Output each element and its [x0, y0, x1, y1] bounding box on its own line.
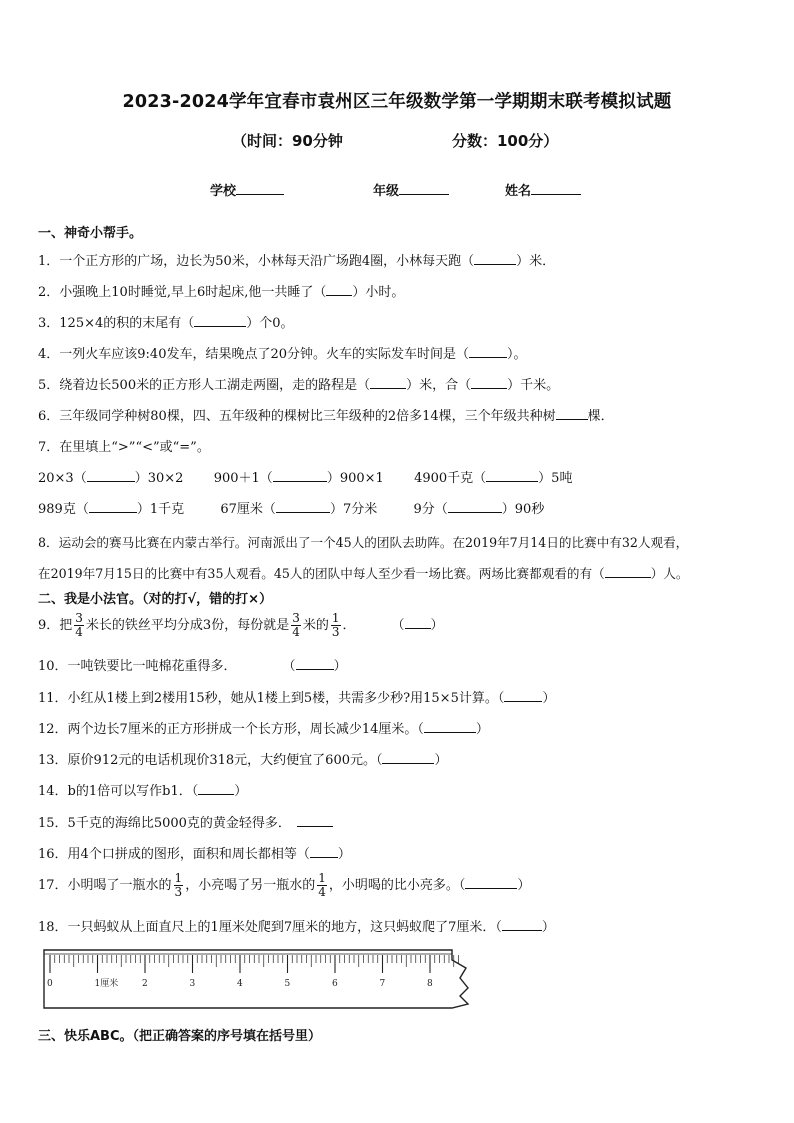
q15-blank[interactable] [297, 826, 333, 827]
question-17 [38, 871, 530, 901]
question-12 [38, 718, 489, 737]
section2-heading: 二、我是小法官。（对的打√，错的打×） [38, 592, 273, 607]
q14-text-b: ） [234, 784, 248, 799]
q8-text-b: ）人。 [650, 566, 689, 581]
ruler-label: 4 [237, 979, 243, 989]
question-3 [38, 312, 294, 331]
question-5 [38, 374, 559, 393]
compare-1-1-blank[interactable] [87, 481, 135, 482]
exam-score: 分数：100分） [452, 132, 559, 150]
name-blank[interactable] [531, 194, 581, 195]
q9-text-e: （ [391, 618, 405, 633]
ruler-label: 0 [47, 979, 53, 989]
compare-1-1-left: 20×3（ [38, 471, 87, 486]
ruler-figure [42, 948, 472, 1010]
fraction-num: 1 [318, 871, 326, 885]
section3-heading: 三、快乐ABC。（把正确答案的序号填在括号里） [38, 1029, 322, 1044]
q4-text-b: ）。 [507, 347, 527, 362]
q9-blank[interactable] [405, 628, 431, 629]
compare-2-1 [38, 502, 184, 517]
q9-text-c: 米的 [302, 618, 329, 633]
compare-1-2-right: ）900×1 [326, 471, 384, 486]
q5-blank-2[interactable] [471, 388, 507, 389]
q5-blank-1[interactable] [370, 388, 406, 389]
question-2 [38, 281, 404, 300]
q9-text-a: 9．把 [38, 618, 73, 633]
q9-text-f: ） [430, 618, 444, 633]
q9-text-b: 米长的铁丝平均分成3份，每份就是 [85, 618, 290, 633]
question-14 [38, 780, 247, 799]
fraction-3-4 [291, 612, 301, 639]
compare-row-1 [38, 467, 572, 486]
compare-2-1-blank[interactable] [89, 512, 137, 513]
question-9 [38, 611, 444, 641]
school-blank[interactable] [236, 194, 284, 195]
page-title: 2023-2024学年宜春市袁州区三年级数学第一学期期末联考模拟试题 [122, 92, 672, 112]
compare-2-3-blank[interactable] [448, 512, 502, 513]
question-16 [38, 843, 351, 862]
question-1 [38, 250, 555, 269]
question-11 [38, 687, 555, 706]
question-4 [38, 343, 527, 362]
q14-blank[interactable] [198, 794, 234, 795]
compare-2-2-left: 67厘米（ [220, 502, 276, 517]
grade-label: 年级 [373, 184, 400, 199]
q11-blank[interactable] [504, 701, 542, 702]
ruler-label: 2 [142, 979, 148, 989]
q3-text-a: 3．125×4的积的末尾有（ [38, 316, 195, 331]
fraction-1-3 [331, 612, 341, 639]
compare-1-2-blank[interactable] [273, 481, 327, 482]
ruler-label: 8 [427, 979, 433, 989]
q10-text-c: ） [333, 659, 347, 674]
q12-text-b: ） [475, 722, 489, 737]
fraction-den: 3 [331, 625, 340, 639]
compare-2-3 [414, 502, 545, 517]
exam-time: （时间：90分钟 [232, 132, 343, 150]
compare-1-2-left: 900＋1（ [213, 471, 273, 486]
q6-blank[interactable] [556, 419, 588, 420]
q2-text-b: ）小时。 [352, 285, 405, 300]
fraction-den: 4 [318, 885, 326, 899]
grade-blank[interactable] [399, 194, 449, 195]
compare-1-2 [214, 471, 384, 486]
fraction-num: 3 [75, 611, 83, 625]
q1-blank[interactable] [474, 264, 516, 265]
q16-text-a: 16．用4个口拼成的图形，面积和周长都相等（ [38, 847, 310, 862]
fraction-den: 4 [292, 625, 300, 639]
question-8-line-1: 8．运动会的赛马比赛在内蒙古举行。河南派出了一个45人的团队去助阵。在2019年7月14日的比赛中有32人观看， [38, 535, 689, 550]
grade-field [373, 180, 449, 199]
fraction-num: 3 [292, 611, 300, 625]
q13-text-b: ） [434, 753, 448, 768]
fraction-1-4 [317, 872, 327, 899]
q17-text-d: ） [517, 878, 531, 893]
q16-blank[interactable] [310, 857, 338, 858]
q14-text-a: 14．b的1倍可以写作b1．（ [38, 784, 199, 799]
compare-1-3-blank[interactable] [486, 481, 538, 482]
q10-blank[interactable] [296, 669, 334, 670]
q8-text-a: 在2019年7月15日的比赛中有35人观看。45人的团队中每人至少看一场比赛。两场比赛都观看的有（ [38, 566, 605, 581]
compare-2-3-left: 9分（ [413, 502, 448, 517]
q3-text-b: ）个0。 [246, 316, 294, 331]
q17-text-c: ，小明喝的比小亮多。（ [328, 878, 466, 893]
q6-text-b: 棵． [587, 409, 614, 424]
q11-text-b: ） [542, 691, 556, 706]
compare-1-3 [414, 471, 572, 486]
name-label: 姓名 [505, 184, 532, 199]
q4-text-a: 4．一列火车应该9:40发车，结果晚点了20分钟。火车的实际发车时间是（ [38, 347, 470, 362]
q17-text-b: ，小亮喝了另一瓶水的 [185, 878, 316, 893]
compare-1-3-left: 4900千克（ [414, 471, 487, 486]
q17-blank[interactable] [465, 888, 517, 889]
fraction-3-4 [74, 612, 84, 639]
q1-text-b: ）米． [516, 254, 556, 269]
compare-2-2-blank[interactable] [276, 512, 330, 513]
q18-text-a: 18．一只蚂蚁从上面直尺上的1厘米处爬到7厘米的地方，这只蚂蚁爬了7厘米．（ [38, 920, 502, 935]
q13-text-a: 13．原价912元的电话机现价318元，大约便宜了600元。（ [38, 753, 383, 768]
question-18 [38, 916, 555, 935]
q9-text-d: ． [342, 618, 356, 633]
q12-blank[interactable] [424, 732, 476, 733]
ruler-label: 5 [284, 979, 291, 989]
section1-heading: 一、神奇小帮手。 [38, 226, 143, 241]
q4-blank[interactable] [469, 357, 507, 358]
q12-text-a: 12．两个边长7厘米的正方形拼成一个长方形，周长减少14厘米。（ [38, 722, 424, 737]
q5-text-b: ）米，合（ [406, 378, 472, 393]
fraction-1-3 [174, 872, 184, 899]
compare-2-2-right: ）7分米 [329, 502, 378, 517]
question-10 [38, 655, 347, 674]
school-label: 学校 [210, 184, 237, 199]
compare-1-1-right: ）30×2 [134, 471, 184, 486]
ruler-label: 7 [379, 979, 386, 989]
q18-text-b: ） [541, 920, 555, 935]
fraction-num: 1 [331, 611, 340, 625]
question-15 [38, 812, 333, 831]
compare-2-2 [220, 502, 377, 517]
q2-text-a: 2．小强晚上10时睡觉,早上6时起床,他一共睡了（ [38, 285, 327, 300]
compare-2-1-right: ）1千克 [136, 502, 185, 517]
fraction-den: 4 [75, 625, 83, 639]
q5-text-a: 5．绕着边长500米的正方形人工湖走两圈，走的路程是（ [38, 378, 371, 393]
q16-text-b: ） [337, 847, 351, 862]
q3-blank[interactable] [194, 326, 246, 327]
q2-blank[interactable] [326, 295, 352, 296]
compare-2-1-left: 989克（ [38, 502, 89, 517]
q6-text-a: 6．三年级同学种树80棵，四、五年级种的棵树比三年级种的2倍多14棵，三个年级共种树 [38, 409, 556, 424]
name-field [505, 180, 581, 199]
question-7: 7．在里填上“>”“<”或“=”。 [38, 440, 210, 455]
question-13 [38, 749, 448, 768]
q11-text-a: 11．小红从1楼上到2楼用15秒，她从1楼上到5楼，共需多少秒?用15×5计算。（ [38, 691, 505, 706]
ruler-label: 6 [332, 979, 338, 989]
compare-1-3-right: ）5吨 [538, 471, 573, 486]
ruler-label: 3 [189, 979, 196, 989]
fraction-den: 3 [174, 885, 183, 899]
q15-text-a: 15．5千克的海绵比5000克的黄金轻得多． [38, 816, 291, 831]
compare-2-3-right: ）90秒 [501, 502, 545, 517]
q1-text-a: 1．一个正方形的广场，边长为50米，小林每天沿广场跑4圈，小林每天跑（ [38, 254, 475, 269]
compare-row-2 [38, 498, 544, 517]
school-field [210, 180, 284, 199]
ruler-label: 1厘米 [94, 979, 119, 989]
question-8-line-2 [38, 563, 688, 582]
q18-blank[interactable] [502, 930, 542, 931]
q8-blank[interactable] [605, 577, 651, 578]
q13-blank[interactable] [382, 763, 434, 764]
q17-text-a: 17．小明喝了一瓶水的 [38, 878, 172, 893]
compare-1-1 [38, 471, 183, 486]
fraction-num: 1 [174, 871, 183, 885]
q5-text-c: ）千米。 [507, 378, 560, 393]
q10-text-b: （ [282, 659, 296, 674]
q10-text-a: 10．一吨铁要比一吨棉花重得多． [38, 659, 237, 674]
question-6 [38, 405, 614, 424]
